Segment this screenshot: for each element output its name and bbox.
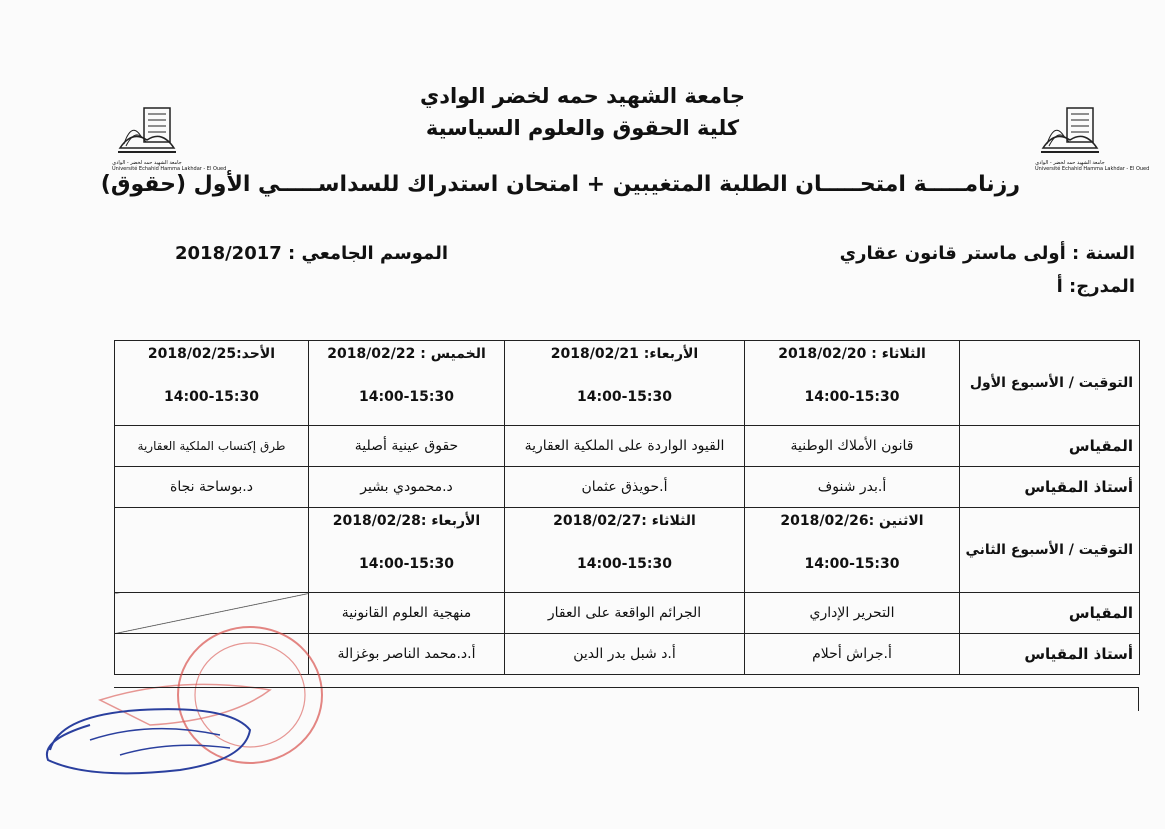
subject-label: المقياس: [960, 593, 1140, 634]
day-time: 14:00-15:30: [804, 556, 900, 572]
logo-caption-fr: Université Echahid Hamma Lakhdar - El Oued: [1035, 166, 1150, 172]
week1-day-2: [505, 341, 745, 426]
hall-label: المدرج: أ: [1056, 276, 1135, 297]
day-time: 14:00-15:30: [804, 389, 900, 405]
subject-cell: حقوق عينية أصلية: [309, 426, 505, 467]
faculty-name: كلية الحقوق والعلوم السياسية: [425, 116, 740, 140]
day-time: 14:00-15:30: [577, 389, 672, 405]
day-date: الثلاثاء :2018/02/27: [553, 513, 696, 529]
week1-time-row: [115, 341, 1140, 426]
week2-label: التوقيت / الأسبوع الثاني: [960, 508, 1140, 593]
academic-season-label: الموسم الجامعي : 2018/2017: [175, 243, 449, 264]
professor-cell: د.محمودي بشير: [309, 467, 505, 508]
week1-label: التوقيت / الأسبوع الأول: [960, 341, 1140, 426]
week2-time-row: [115, 508, 1140, 593]
day-date: الأحد:2018/02/25: [147, 346, 276, 362]
professor-cell: د.بوساحة نجاة: [115, 467, 309, 508]
day-date: الاثنين :2018/02/26: [780, 513, 924, 529]
official-stamp-signature: [30, 620, 340, 820]
week2-day-2: [505, 508, 745, 593]
university-name: جامعة الشهيد حمه لخضر الوادي: [419, 84, 746, 108]
week1-professor-row: [115, 467, 1140, 508]
subject-cell: طرق إكتساب الملكية العقارية: [115, 426, 309, 467]
professor-label: أستاذ المقياس: [960, 634, 1140, 675]
subject-cell: الجرائم الواقعة على العقار: [505, 593, 745, 634]
subject-cell: قانون الأملاك الوطنية: [745, 426, 960, 467]
day-date: الأربعاء :2018/02/28: [332, 513, 481, 529]
week1-day-4: [115, 341, 309, 426]
professor-cell: أ.حويذق عثمان: [505, 467, 745, 508]
day-time: 14:00-15:30: [164, 389, 259, 405]
day-date: الثلاثاء : 2018/02/20: [778, 346, 926, 362]
subject-cell: التحرير الإداري: [745, 593, 960, 634]
day-time: 14:00-15:30: [359, 389, 454, 405]
document-title: رزنامـــــة امتحـــــان الطلبة المتغيبين + امتحان استدراك للسداســـــي الأول (حقوق): [100, 172, 1020, 197]
logo-caption-ar: جامعة الشهيد حمه لخضر - الوادي: [1035, 160, 1105, 166]
academic-year-label: السنة : أولى ماستر قانون عقاري: [839, 243, 1135, 264]
week1-day-3: [309, 341, 505, 426]
professor-label: أستاذ المقياس: [960, 467, 1140, 508]
logo-caption-fr: Université Echahid Hamma Lakhdar - El Oued: [112, 166, 227, 172]
table-bottom-edge: [1138, 687, 1139, 711]
professor-cell: أ.د.محمد الناصر بوغزالة: [309, 634, 505, 675]
day-date: الخميس : 2018/02/22: [327, 346, 486, 362]
subject-cell: القيود الواردة على الملكية العقارية: [505, 426, 745, 467]
week2-day-3: [309, 508, 505, 593]
table-bottom-line: [114, 687, 1139, 688]
week2-empty-cell: [115, 508, 309, 593]
professor-cell: أ.بدر شنوف: [745, 467, 960, 508]
week2-day-1: [745, 508, 960, 593]
day-time: 14:00-15:30: [577, 556, 672, 572]
subject-label: المقياس: [960, 426, 1140, 467]
day-date: الأربعاء: 2018/02/21: [550, 346, 699, 362]
professor-cell: أ.د شبل بدر الدين: [505, 634, 745, 675]
professor-cell: أ.جراش أحلام: [745, 634, 960, 675]
week1-subject-row: [115, 426, 1140, 467]
day-time: 14:00-15:30: [359, 556, 454, 572]
week1-day-1: [745, 341, 960, 426]
subject-cell: منهجية العلوم القانونية: [309, 593, 505, 634]
logo-caption-ar: جامعة الشهيد حمه لخضر - الوادي: [112, 160, 182, 166]
